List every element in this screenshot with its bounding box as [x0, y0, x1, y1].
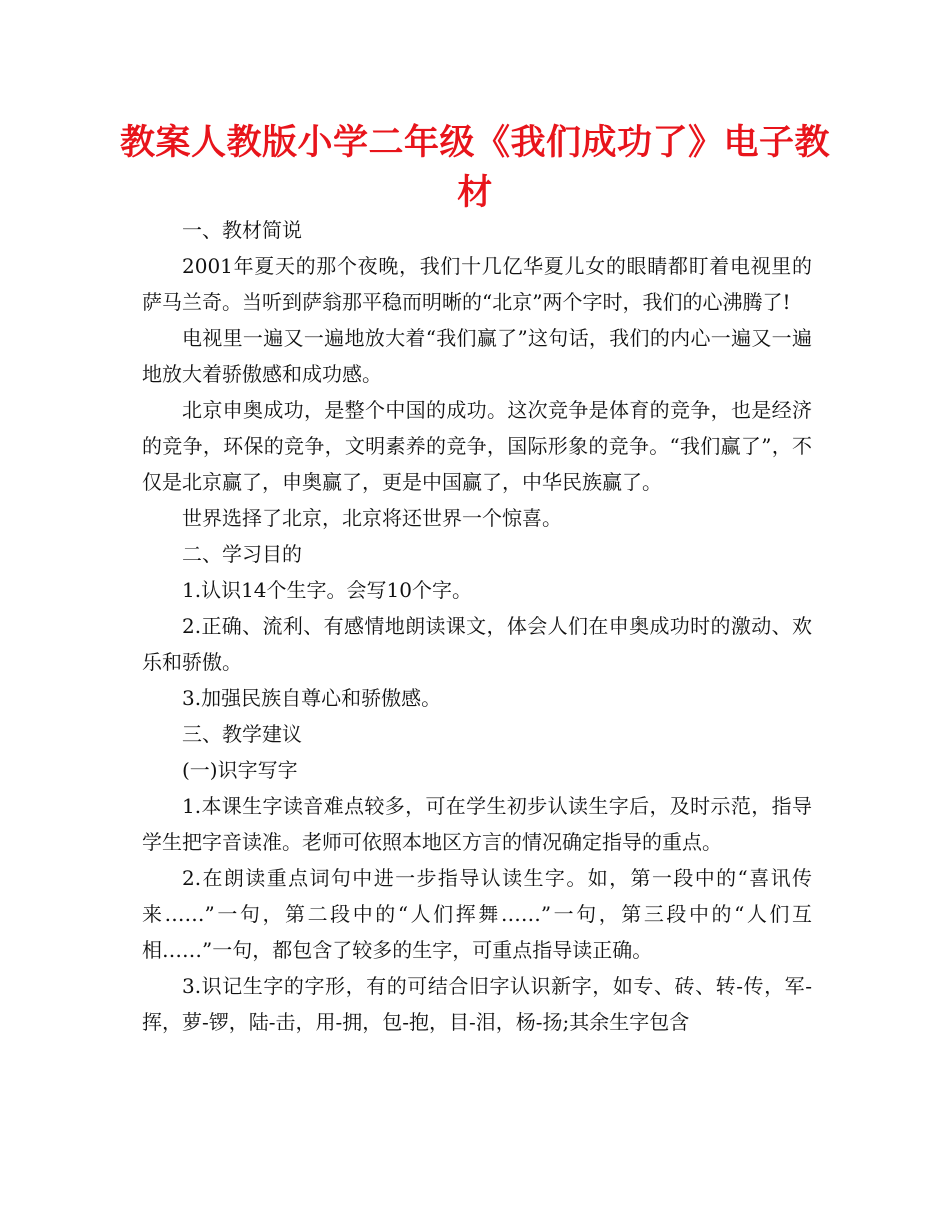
paragraph: 2001年夏天的那个夜晚，我们十几亿华夏儿女的眼睛都盯着电视里的萨马兰奇。当听到萨翁那平稳而明晰的“北京”两个字时，我们的心沸腾了! — [142, 254, 812, 314]
section-heading-learning-goals: 二、学习目的 — [182, 542, 302, 566]
list-item: 1.认识14个生字。会写10个字。 — [182, 578, 472, 602]
section-heading-teaching-suggestions: 三、教学建议 — [182, 722, 302, 746]
list-item: 1.本课生字读音难点较多，可在学生初步认读生字后，及时示范，指导学生把字音读准。老师可依照本地区方言的情况确定指导的重点。 — [142, 794, 812, 854]
list-item: 2.正确、流利、有感情地朗读课文，体会人们在申奥成功时的激动、欢乐和骄傲。 — [142, 614, 812, 674]
section-heading-textbook-intro: 一、教材简说 — [182, 218, 302, 242]
list-item: 2.在朗读重点词句中进一步指导认读生字。如，第一段中的“喜讯传来……”一句，第二段中的“人们挥舞……”一句，第三段中的“人们互相……”一句，都包含了较多的生字，可重点指导读正确。 — [142, 866, 812, 962]
paragraph: 北京申奥成功，是整个中国的成功。这次竞争是体育的竞争，也是经济的竞争，环保的竞争，文明素养的竞争，国际形象的竞争。“我们赢了”，不仅是北京赢了，申奥赢了，更是中国赢了，中华民族赢了。 — [142, 398, 812, 494]
subsection-heading-literacy: (一)识字写字 — [182, 758, 298, 782]
list-item: 3.识记生字的字形，有的可结合旧字认识新字，如专、砖、转-传，军-挥，萝-锣，陆-击，用-拥，包-抱，目-泪，杨-扬;其余生字包含 — [142, 974, 812, 1034]
document-title: 教案人教版小学二年级《我们成功了》电子教材 — [120, 123, 831, 213]
paragraph: 电视里一遍又一遍地放大着“我们赢了”这句话，我们的内心一遍又一遍地放大着骄傲感和成功感。 — [142, 326, 812, 386]
paragraph: 世界选择了北京，北京将还世界一个惊喜。 — [182, 506, 562, 530]
document-body — [142, 212, 812, 1040]
list-item: 3.加强民族自尊心和骄傲感。 — [182, 686, 442, 710]
